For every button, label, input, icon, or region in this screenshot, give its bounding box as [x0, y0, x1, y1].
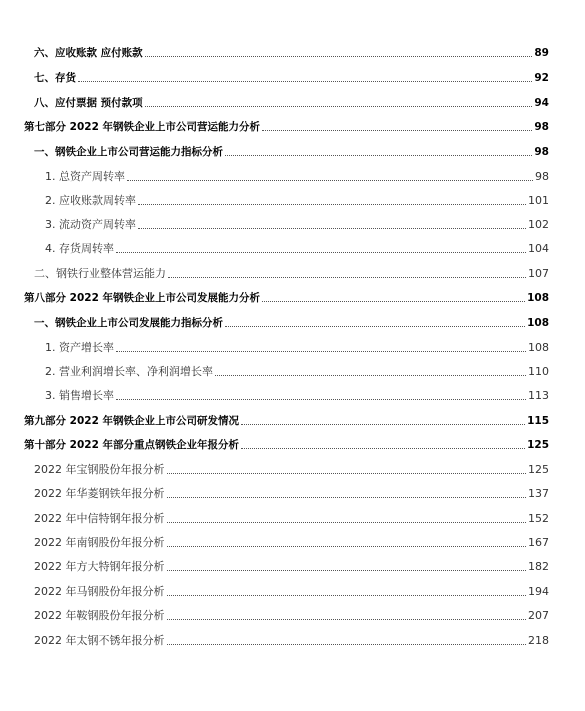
leader-dots: [167, 570, 527, 571]
toc-entry[interactable]: [45, 240, 549, 256]
toc-entry-page: 108: [528, 341, 549, 354]
toc-entry-page: 98: [534, 146, 549, 158]
toc-entry[interactable]: [34, 461, 549, 477]
toc-entry-page: 102: [528, 218, 549, 231]
toc-entry[interactable]: [24, 412, 549, 428]
toc-entry[interactable]: [34, 510, 549, 526]
toc-entry-label: 2. 应收账款周转率: [45, 194, 136, 207]
leader-dots: [167, 546, 527, 547]
toc-entry-page: 218: [528, 634, 549, 647]
toc-entry[interactable]: [34, 558, 549, 574]
leader-dots: [138, 228, 526, 229]
toc-entry-page: 107: [528, 267, 549, 280]
leader-dots: [168, 277, 526, 278]
toc-entry-label: 2. 营业利润增长率、净利润增长率: [45, 365, 213, 378]
toc-entry-page: 98: [535, 170, 549, 183]
toc-entry-label: 2022 年太钢不锈年报分析: [34, 634, 165, 647]
leader-dots: [167, 473, 527, 474]
leader-dots: [215, 375, 526, 376]
toc-entry-page: 110: [528, 365, 549, 378]
leader-dots: [167, 644, 527, 645]
toc-entry-label: 八、应付票据 预付款项: [34, 97, 143, 109]
leader-dots: [116, 399, 526, 400]
toc-entry-page: 194: [528, 585, 549, 598]
toc-entry-label: 第七部分 2022 年钢铁企业上市公司营运能力分析: [24, 121, 261, 133]
toc-entry[interactable]: [34, 534, 549, 550]
toc-entry-page: 137: [528, 487, 549, 500]
toc-entry-page: 113: [528, 389, 549, 402]
toc-entry[interactable]: [34, 314, 549, 330]
toc-entry-label: 第九部分 2022 年钢铁企业上市公司研发情况: [24, 415, 240, 427]
toc-entry[interactable]: [45, 168, 549, 184]
toc-entry-label: 2022 年马钢股份年报分析: [34, 585, 165, 598]
toc-entry-label: 七、存货: [34, 72, 76, 84]
toc-entry[interactable]: [34, 69, 549, 85]
leader-dots: [116, 252, 526, 253]
leader-dots: [127, 180, 533, 181]
toc-entry[interactable]: [45, 192, 549, 208]
toc-entry-label: 二、钢铁行业整体营运能力: [34, 267, 166, 280]
toc-entry-label: 2022 年华菱钢铁年报分析: [34, 487, 165, 500]
toc-entry[interactable]: [34, 44, 549, 60]
toc-entry[interactable]: [24, 289, 549, 305]
toc-entry-label: 3. 流动资产周转率: [45, 218, 136, 231]
toc-entry[interactable]: [34, 583, 549, 599]
toc-entry[interactable]: [45, 339, 549, 355]
toc-entry[interactable]: [34, 94, 549, 110]
leader-dots: [145, 106, 533, 107]
toc-entry-label: 2022 年宝钢股份年报分析: [34, 463, 165, 476]
toc-entry-label: 1. 总资产周转率: [45, 170, 125, 183]
toc-entry-label: 第八部分 2022 年钢铁企业上市公司发展能力分析: [24, 292, 261, 304]
toc-entry[interactable]: [34, 607, 549, 623]
toc-entry-label: 一、钢铁企业上市公司营运能力指标分析: [34, 146, 223, 158]
toc-entry-label: 六、应收账款 应付账款: [34, 47, 143, 59]
toc-entry-page: 108: [527, 292, 549, 304]
toc-entry-page: 207: [528, 609, 549, 622]
toc-entry[interactable]: [34, 485, 549, 501]
toc-entry-page: 104: [528, 242, 549, 255]
toc-entry-label: 2022 年南钢股份年报分析: [34, 536, 165, 549]
toc-entry-label: 2022 年鞍钢股份年报分析: [34, 609, 165, 622]
toc-entry-page: 108: [527, 317, 549, 329]
toc-entry[interactable]: [34, 143, 549, 159]
toc-entry-label: 4. 存货周转率: [45, 242, 114, 255]
toc-entry[interactable]: [45, 387, 549, 403]
leader-dots: [78, 81, 532, 82]
leader-dots: [145, 56, 533, 57]
leader-dots: [138, 204, 526, 205]
toc-entry[interactable]: [24, 118, 549, 134]
leader-dots: [116, 351, 526, 352]
toc-entry-page: 92: [534, 72, 549, 84]
leader-dots: [167, 595, 527, 596]
toc-entry-page: 89: [534, 47, 549, 59]
toc-entry-page: 152: [528, 512, 549, 525]
toc-entry[interactable]: [34, 632, 549, 648]
toc-entry-page: 98: [534, 121, 549, 133]
leader-dots: [241, 424, 525, 425]
leader-dots: [167, 497, 527, 498]
toc-entry-label: 第十部分 2022 年部分重点钢铁企业年报分析: [24, 439, 240, 451]
toc-entry-label: 3. 销售增长率: [45, 389, 114, 402]
toc-entry-page: 115: [527, 415, 549, 427]
leader-dots: [167, 522, 527, 523]
toc-entry-page: 125: [527, 439, 549, 451]
toc-entry-page: 101: [528, 194, 549, 207]
toc-entry[interactable]: [24, 436, 549, 452]
leader-dots: [241, 448, 525, 449]
leader-dots: [262, 130, 532, 131]
toc-entry-label: 2022 年方大特钢年报分析: [34, 560, 165, 573]
toc-entry-page: 182: [528, 560, 549, 573]
toc-entry-page: 125: [528, 463, 549, 476]
toc-entry-label: 1. 资产增长率: [45, 341, 114, 354]
toc-entry[interactable]: [34, 265, 549, 281]
toc-entry-label: 2022 年中信特钢年报分析: [34, 512, 165, 525]
toc-entry[interactable]: [45, 216, 549, 232]
leader-dots: [225, 326, 525, 327]
leader-dots: [225, 155, 532, 156]
toc-entry-page: 167: [528, 536, 549, 549]
toc-entry-label: 一、钢铁企业上市公司发展能力指标分析: [34, 317, 223, 329]
toc-entry[interactable]: [45, 363, 549, 379]
toc-entry-page: 94: [534, 97, 549, 109]
leader-dots: [167, 619, 527, 620]
leader-dots: [262, 301, 525, 302]
